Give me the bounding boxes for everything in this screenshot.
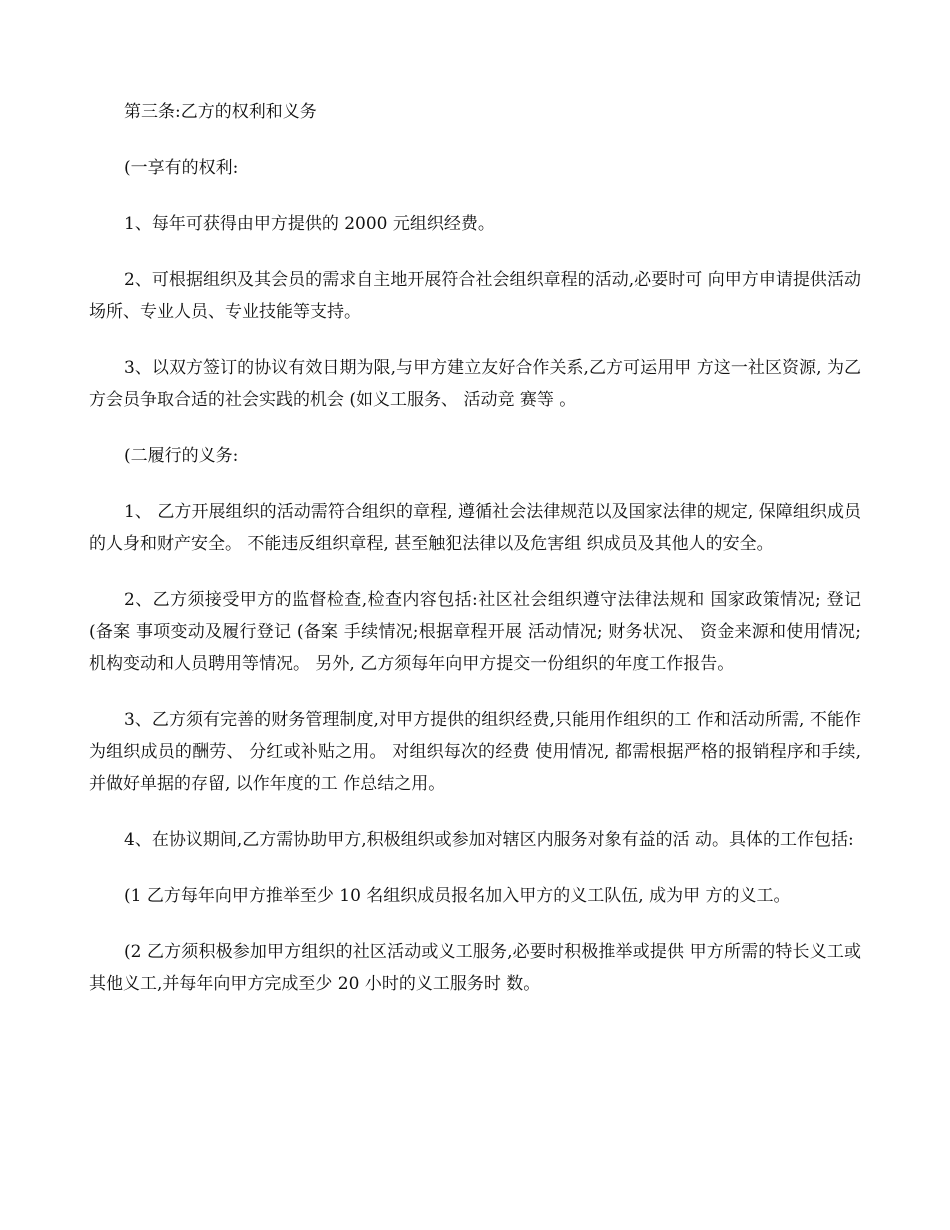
obligations-item-4: 4、在协议期间,乙方需协助甲方,积极组织或参加对辖区内服务对象有益的活 动。具体的工作包括: — [124, 830, 854, 850]
document-body — [89, 96, 861, 1024]
obligations-item-2: 2、乙方须接受甲方的监督检查,检查内容包括:社区社会组织遵守法律法规和 国家政策情况; 登记 (备案 事项变动及履行登记 (备案 手续情况;根据章程开展 活动情况; 财务状况、 资金来源和使用情况; 机构变动和人员聘用等情况。 另外, 乙方须每年向甲方提交一份组织的年度工作报告。 — [89, 590, 861, 674]
sub-item-2: (2 乙方须积极参加甲方组织的社区活动或义工服务,必要时积极推举或提供 甲方所需的特长义工或其他义工,并每年向甲方完成至少 20 小时的义工服务时 数。 — [89, 942, 861, 994]
sub-item-1: (1 乙方每年向甲方推举至少 10 名组织成员报名加入甲方的义工队伍, 成为甲 方的义工。 — [124, 886, 791, 906]
obligations-item-1: 1、 乙方开展组织的活动需符合组织的章程, 遵循社会法律规范以及国家法律的规定, 保障组织成员的人身和财产安全。 不能违反组织章程, 甚至触犯法律以及危害组 织成员及其他人的安全。 — [89, 502, 861, 554]
obligations-item-3: 3、乙方须有完善的财务管理制度,对甲方提供的组织经费,只能用作组织的工 作和活动所需, 不能作为组织成员的酬劳、 分红或补贴之用。 对组织每次的经费 使用情况, 都需根据严格的报销程序和手续, 并做好单据的存留, 以作年度的工 作总结之用。 — [89, 710, 861, 794]
section-heading-obligations: (二履行的义务: — [124, 446, 239, 466]
article-heading: 第三条:乙方的权利和义务 — [124, 102, 317, 122]
section-heading-rights: (一享有的权利: — [124, 158, 239, 178]
rights-item-2: 2、可根据组织及其会员的需求自主地开展符合社会组织章程的活动,必要时可 向甲方申请提供活动场所、专业人员、专业技能等支持。 — [89, 270, 861, 322]
rights-item-1: 1、每年可获得由甲方提供的 2000 元组织经费。 — [124, 214, 495, 234]
rights-item-3: 3、以双方签订的协议有效日期为限,与甲方建立友好合作关系,乙方可运用甲 方这一社区资源, 为乙方会员争取合适的社会实践的机会 (如义工服务、 活动竞 赛等 。 — [89, 358, 861, 410]
